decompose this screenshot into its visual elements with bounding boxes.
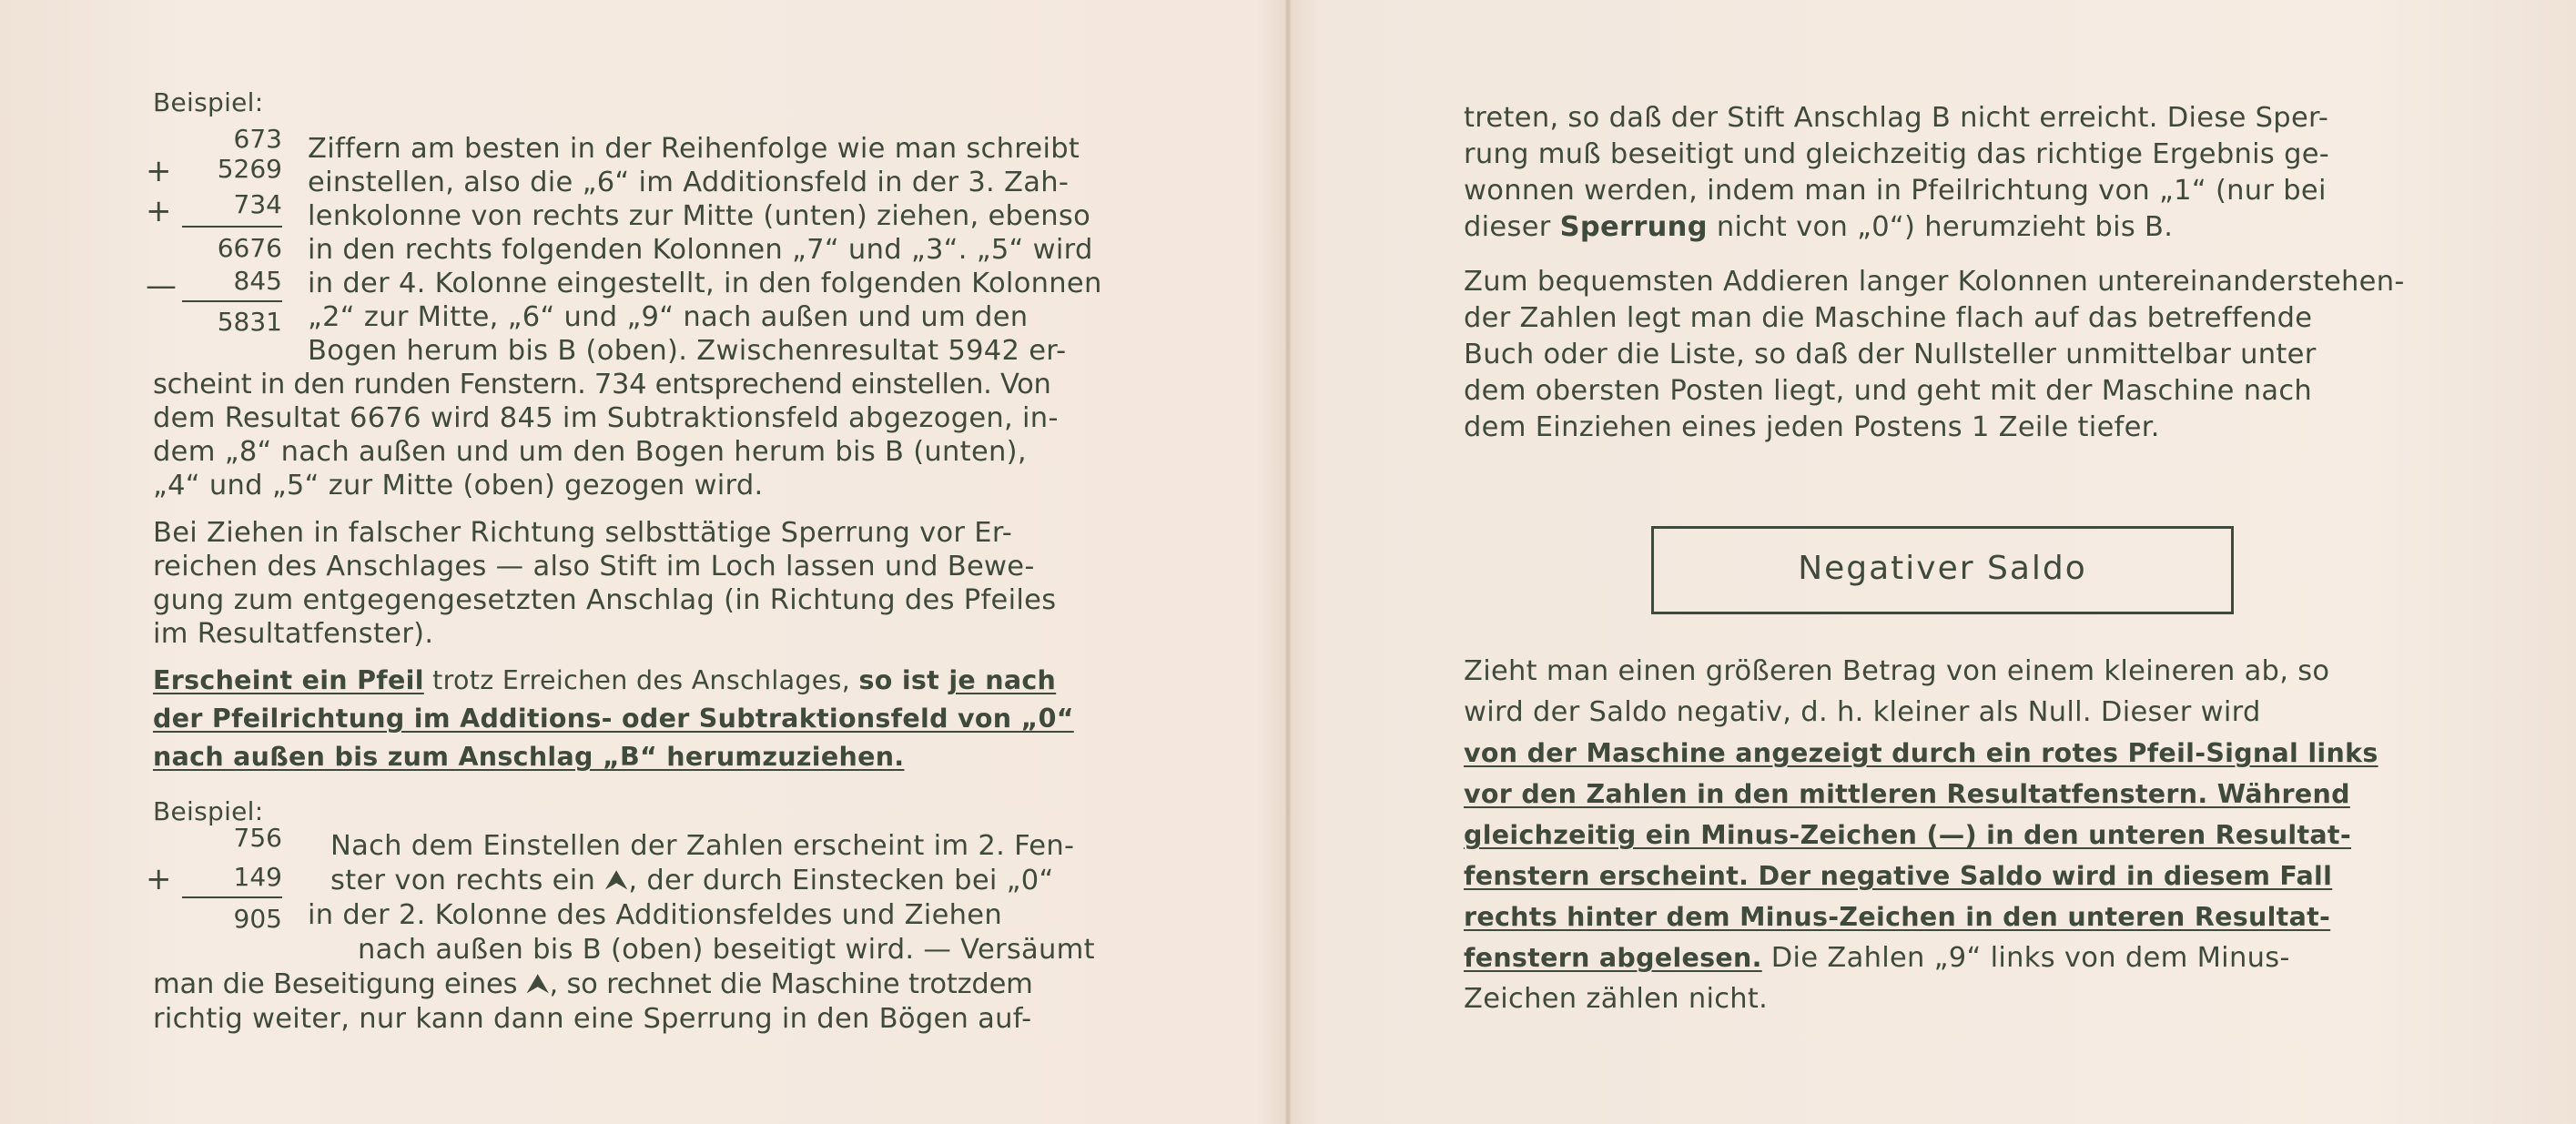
text-line: Zum bequemsten Addieren langer Kolonnen untereinanderstehen-	[1464, 266, 2405, 298]
text-line: nach außen bis B (oben) beseitigt wird. — Versäumt	[358, 934, 1095, 966]
text-line: in der 2. Kolonne des Additionsfeldes und Ziehen	[308, 899, 1002, 931]
section-heading: Negativer Saldo	[1798, 550, 2087, 587]
example-label: Beispiel:	[153, 87, 264, 117]
right-page	[1291, 0, 2576, 1124]
text-line: Nach dem Einstellen der Zahlen erscheint im 2. Fen-	[330, 830, 1075, 862]
emphasis-line	[153, 663, 1056, 699]
emphasis-line: gleichzeitig ein Minus-Zeichen (—) in den unteren Resultat-	[1464, 820, 2351, 850]
emphasis-phrase: Erscheint ein Pfeil	[153, 665, 424, 695]
plain-phrase: trotz Erreichen des Anschlages,	[423, 665, 859, 695]
text-line: Buch oder die Liste, so daß der Nullsteller unmittelbar unter	[1464, 339, 2317, 370]
plain-phrase: nicht von „0“) herumzieht bis B.	[1707, 211, 2174, 243]
text-line: dem „8“ nach außen und um den Bogen herum bis B (unten),	[153, 436, 1027, 468]
text-line: in der 4. Kolonne eingestellt, in den folgenden Kolonnen	[308, 268, 1102, 299]
plain-phrase: dieser	[1464, 211, 1560, 243]
text-line: treten, so daß der Stift Anschlag B nicht erreicht. Diese Sper-	[1464, 102, 2329, 134]
text-line: gung zum entgegengesetzten Anschlag (in Richtung des Pfeiles	[153, 584, 1057, 616]
text-line: in den rechts folgenden Kolonnen „7“ und „3“. „5“ wird	[308, 234, 1093, 266]
example-number: 5831	[217, 307, 282, 337]
minus-sign: —	[146, 268, 177, 304]
emphasis-phrase: Sperrung	[1559, 211, 1708, 243]
example-number: 673	[233, 124, 282, 154]
example-number: 6676	[217, 233, 282, 263]
example-label: Beispiel:	[153, 796, 264, 826]
text-line: Bei Ziehen in falscher Richtung selbsttätige Sperrung vor Er-	[153, 517, 1013, 549]
text-line: lenkolonne von rechts zur Mitte (unten) ziehen, ebenso	[308, 200, 1091, 232]
plus-sign: +	[146, 193, 172, 229]
text-line: einstellen, also die „6“ im Additionsfeld in der 3. Zah-	[308, 167, 1070, 198]
text-line: richtig weiter, nur kann dann eine Sperrung in den Bögen auf-	[153, 1003, 1032, 1035]
text-line: man die Beseitigung eines ⮝, so rechnet die Maschine trotzdem	[153, 968, 1033, 1000]
text-line: ster von rechts ein ⮝, der durch Einstecken bei „0“	[330, 865, 1054, 896]
text-line: wird der Saldo negativ, d. h. kleiner als Null. Dieser wird	[1464, 696, 2261, 728]
text-line: der Zahlen legt man die Maschine flach auf das betreffende	[1464, 302, 2313, 334]
plus-sign: +	[146, 153, 172, 189]
plain-phrase: Die Zahlen „9“ links von dem Minus-	[1761, 942, 2290, 974]
example-number: 905	[233, 904, 282, 934]
emphasis-line: von der Maschine angezeigt durch ein rotes Pfeil-Signal links	[1464, 738, 2378, 768]
text-line: Zieht man einen größeren Betrag von einem kleineren ab, so	[1464, 655, 2330, 687]
sum-rule	[182, 226, 282, 228]
emphasis-line: nach außen bis zum Anschlag „B“ herumzuziehen.	[153, 742, 905, 772]
emphasis-phrase: so ist	[858, 665, 949, 695]
text-line: dem obersten Posten liegt, und geht mit der Maschine nach	[1464, 375, 2313, 407]
example-number: 845	[233, 266, 282, 296]
text-line: „2“ zur Mitte, „6“ und „9“ nach außen und um den	[308, 301, 1029, 333]
text-line: Zeichen zählen nicht.	[1464, 983, 1769, 1015]
example-number: 5269	[217, 154, 282, 184]
text-line: „4“ und „5“ zur Mitte (oben) gezogen wird.	[153, 470, 764, 501]
emphasis-phrase: je nach	[948, 665, 1057, 695]
sum-rule	[182, 896, 282, 898]
text-line: dem Einziehen eines jeden Postens 1 Zeile tiefer.	[1464, 411, 2160, 443]
example-number: 756	[233, 823, 282, 853]
text-line: dem Resultat 6676 wird 845 im Subtraktionsfeld abgezogen, in-	[153, 402, 1059, 434]
emphasis-phrase: fenstern abgelesen.	[1464, 943, 1762, 973]
text-line: Ziffern am besten in der Reihenfolge wie man schreibt	[308, 133, 1080, 165]
sum-rule	[182, 300, 282, 302]
emphasis-line: rechts hinter dem Minus-Zeichen in den unteren Resultat-	[1464, 902, 2331, 932]
left-page	[0, 0, 1285, 1124]
emphasis-line: vor den Zahlen in den mittleren Resultatfenstern. Während	[1464, 779, 2350, 809]
text-line: im Resultatfenster).	[153, 618, 434, 650]
text-line: scheint in den runden Fenstern. 734 entsprechend einstellen. Von	[153, 369, 1051, 400]
example-number: 149	[233, 862, 282, 892]
text-line	[1464, 209, 2173, 246]
emphasis-line: fenstern erscheint. Der negative Saldo wird in diesem Fall	[1464, 861, 2333, 891]
text-line: Bogen herum bis B (oben). Zwischenresultat 5942 er-	[308, 335, 1067, 367]
plus-sign: +	[146, 861, 172, 897]
text-line: wonnen werden, indem man in Pfeilrichtung von „1“ (nur bei	[1464, 175, 2327, 207]
example-number: 734	[233, 189, 282, 219]
text-line	[1464, 940, 2290, 977]
text-line: rung muß beseitigt und gleichzeitig das richtige Ergebnis ge-	[1464, 138, 2330, 170]
text-line: reichen des Anschlages — also Stift im Loch lassen und Bewe-	[153, 551, 1035, 582]
emphasis-line: der Pfeilrichtung im Additions- oder Subtraktionsfeld von „0“	[153, 704, 1074, 734]
